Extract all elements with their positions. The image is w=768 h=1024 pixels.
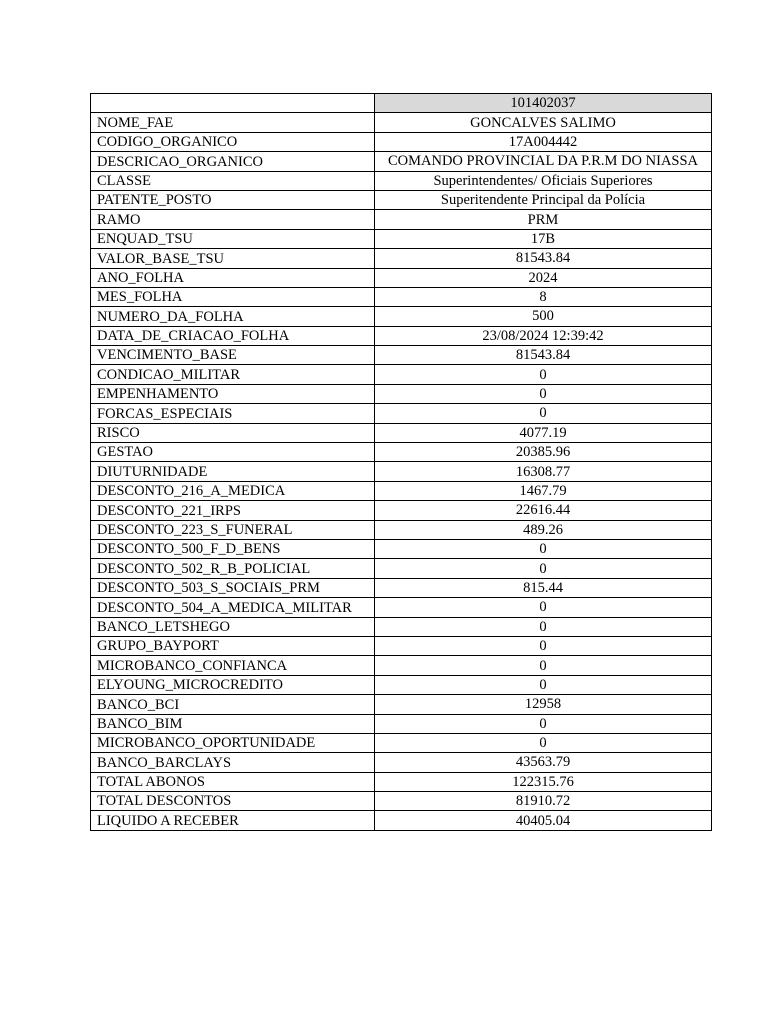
field-label-cell: DESCONTO_502_R_B_POLICIAL	[91, 559, 375, 578]
field-value-cell: 0	[375, 365, 712, 384]
field-value-cell: GONCALVES SALIMO	[375, 113, 712, 132]
field-value-cell: 0	[375, 384, 712, 403]
table-header-row	[91, 94, 712, 113]
field-value-cell: 20385.96	[375, 443, 712, 462]
table-row	[91, 462, 712, 481]
field-value-cell: 0	[375, 656, 712, 675]
table-row	[91, 132, 712, 151]
table-row	[91, 656, 712, 675]
field-value-cell: 81543.84	[375, 249, 712, 268]
table-row	[91, 171, 712, 190]
table-row	[91, 675, 712, 694]
field-value-cell: 0	[375, 636, 712, 655]
field-value-cell: 0	[375, 617, 712, 636]
table-row	[91, 501, 712, 520]
field-label-cell: CONDICAO_MILITAR	[91, 365, 375, 384]
table-row	[91, 695, 712, 714]
field-value-cell: 81543.84	[375, 346, 712, 365]
table-row	[91, 423, 712, 442]
field-value-cell: 0	[375, 598, 712, 617]
field-value-cell: 0	[375, 404, 712, 423]
table-row	[91, 249, 712, 268]
field-value-cell: Superintendentes/ Oficiais Superiores	[375, 171, 712, 190]
field-label-cell: DESCRICAO_ORGANICO	[91, 152, 375, 171]
field-value-cell: 815.44	[375, 578, 712, 597]
field-value-cell: PRM	[375, 210, 712, 229]
field-value-cell: 43563.79	[375, 753, 712, 772]
field-label-cell: MICROBANCO_CONFIANCA	[91, 656, 375, 675]
table-row	[91, 598, 712, 617]
field-value-cell: 0	[375, 539, 712, 558]
field-value-cell: 40405.04	[375, 811, 712, 830]
table-row	[91, 559, 712, 578]
table-row	[91, 733, 712, 752]
field-label-cell: VALOR_BASE_TSU	[91, 249, 375, 268]
table-row	[91, 481, 712, 500]
header-label-cell	[91, 94, 375, 113]
field-label-cell: MES_FOLHA	[91, 287, 375, 306]
table-row	[91, 346, 712, 365]
table-row	[91, 210, 712, 229]
field-label-cell: GESTAO	[91, 443, 375, 462]
field-label-cell: BANCO_BIM	[91, 714, 375, 733]
field-value-cell: 17A004442	[375, 132, 712, 151]
field-value-cell: 0	[375, 733, 712, 752]
table-row	[91, 307, 712, 326]
field-label-cell: GRUPO_BAYPORT	[91, 636, 375, 655]
field-label-cell: FORCAS_ESPECIAIS	[91, 404, 375, 423]
table-row	[91, 268, 712, 287]
field-label-cell: DIUTURNIDADE	[91, 462, 375, 481]
field-value-cell: 500	[375, 307, 712, 326]
field-label-cell: VENCIMENTO_BASE	[91, 346, 375, 365]
field-label-cell: RAMO	[91, 210, 375, 229]
field-label-cell: ELYOUNG_MICROCREDITO	[91, 675, 375, 694]
field-label-cell: DESCONTO_504_A_MEDICA_MILITAR	[91, 598, 375, 617]
table-row	[91, 772, 712, 791]
field-label-cell: BANCO_BCI	[91, 695, 375, 714]
field-label-cell: NOME_FAE	[91, 113, 375, 132]
table-row	[91, 443, 712, 462]
field-value-cell: 12958	[375, 695, 712, 714]
field-value-cell: 2024	[375, 268, 712, 287]
table-row	[91, 578, 712, 597]
payroll-table	[90, 93, 712, 831]
field-label-cell: RISCO	[91, 423, 375, 442]
table-row	[91, 753, 712, 772]
field-label-cell: DATA_DE_CRIACAO_FOLHA	[91, 326, 375, 345]
table-row	[91, 811, 712, 830]
field-label-cell: MICROBANCO_OPORTUNIDADE	[91, 733, 375, 752]
field-value-cell: COMANDO PROVINCIAL DA P.R.M DO NIASSA	[375, 152, 712, 171]
field-label-cell: BANCO_BARCLAYS	[91, 753, 375, 772]
field-value-cell: 489.26	[375, 520, 712, 539]
field-value-cell: 81910.72	[375, 792, 712, 811]
field-value-cell: 17B	[375, 229, 712, 248]
field-value-cell: 122315.76	[375, 772, 712, 791]
field-value-cell: 0	[375, 675, 712, 694]
header-value-cell: 101402037	[375, 94, 712, 113]
field-value-cell: 0	[375, 714, 712, 733]
field-label-cell: DESCONTO_223_S_FUNERAL	[91, 520, 375, 539]
field-value-cell: 22616.44	[375, 501, 712, 520]
table-row	[91, 384, 712, 403]
table-row	[91, 229, 712, 248]
field-label-cell: DESCONTO_216_A_MEDICA	[91, 481, 375, 500]
field-value-cell: 23/08/2024 12:39:42	[375, 326, 712, 345]
field-value-cell: 1467.79	[375, 481, 712, 500]
field-label-cell: CLASSE	[91, 171, 375, 190]
table-row	[91, 326, 712, 345]
table-row	[91, 365, 712, 384]
field-label-cell: DESCONTO_503_S_SOCIAIS_PRM	[91, 578, 375, 597]
table-row	[91, 617, 712, 636]
field-value-cell: 16308.77	[375, 462, 712, 481]
field-label-cell: BANCO_LETSHEGO	[91, 617, 375, 636]
field-label-cell: TOTAL DESCONTOS	[91, 792, 375, 811]
field-label-cell: EMPENHAMENTO	[91, 384, 375, 403]
field-label-cell: ANO_FOLHA	[91, 268, 375, 287]
table-row	[91, 404, 712, 423]
table-row	[91, 520, 712, 539]
table-row	[91, 287, 712, 306]
table-row	[91, 636, 712, 655]
payroll-table-body	[91, 94, 712, 831]
field-label-cell: TOTAL ABONOS	[91, 772, 375, 791]
field-label-cell: DESCONTO_221_IRPS	[91, 501, 375, 520]
field-label-cell: DESCONTO_500_F_D_BENS	[91, 539, 375, 558]
field-label-cell: CODIGO_ORGANICO	[91, 132, 375, 151]
field-label-cell: LIQUIDO A RECEBER	[91, 811, 375, 830]
table-row	[91, 539, 712, 558]
field-label-cell: ENQUAD_TSU	[91, 229, 375, 248]
table-row	[91, 152, 712, 171]
field-label-cell: NUMERO_DA_FOLHA	[91, 307, 375, 326]
field-value-cell: 0	[375, 559, 712, 578]
table-row	[91, 113, 712, 132]
table-row	[91, 792, 712, 811]
field-value-cell: 4077.19	[375, 423, 712, 442]
field-value-cell: 8	[375, 287, 712, 306]
table-row	[91, 714, 712, 733]
table-row	[91, 190, 712, 209]
field-label-cell: PATENTE_POSTO	[91, 190, 375, 209]
field-value-cell: Superitendente Principal da Polícia	[375, 190, 712, 209]
